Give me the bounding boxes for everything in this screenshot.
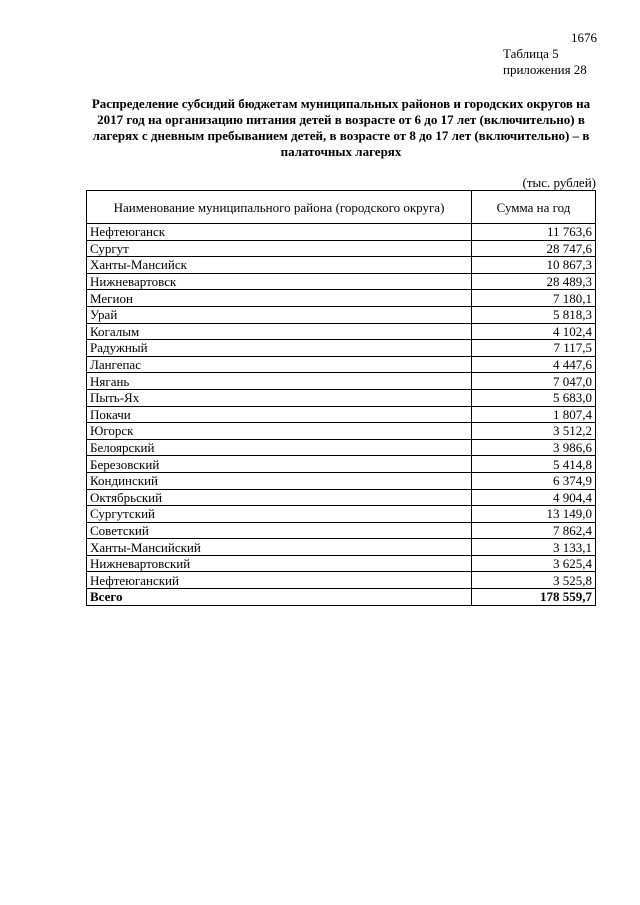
annual-amount: 3 133,1	[472, 539, 596, 556]
annual-amount: 3 625,4	[472, 555, 596, 572]
annual-amount: 1 807,4	[472, 406, 596, 423]
page-number: 1676	[571, 30, 597, 45]
district-name: Октябрьский	[87, 489, 472, 506]
table-row	[87, 323, 596, 340]
annual-amount: 4 904,4	[472, 489, 596, 506]
table-row	[87, 257, 596, 274]
district-name: Нефтеюганск	[87, 224, 472, 241]
table-row	[87, 406, 596, 423]
table-row	[87, 489, 596, 506]
district-name: Когалым	[87, 323, 472, 340]
annual-amount: 5 683,0	[472, 389, 596, 406]
annual-amount: 3 512,2	[472, 423, 596, 440]
table-body	[87, 224, 596, 606]
annual-amount: 7 047,0	[472, 373, 596, 390]
annual-amount: 5 414,8	[472, 456, 596, 473]
annual-amount: 13 149,0	[472, 506, 596, 523]
table-row	[87, 456, 596, 473]
table-row	[87, 572, 596, 589]
appendix-label: приложения 28	[503, 62, 587, 77]
district-name: Сургут	[87, 240, 472, 257]
district-name: Радужный	[87, 340, 472, 357]
annual-amount: 7 180,1	[472, 290, 596, 307]
table-label: Таблица 5	[503, 46, 559, 61]
table-row	[87, 373, 596, 390]
table-row	[87, 224, 596, 241]
table-header-row	[87, 191, 596, 224]
total-row	[87, 589, 596, 606]
annual-amount: 3 986,6	[472, 439, 596, 456]
district-name: Урай	[87, 306, 472, 323]
table-row	[87, 539, 596, 556]
table-row	[87, 423, 596, 440]
subsidy-table	[86, 190, 596, 606]
annual-amount: 7 862,4	[472, 522, 596, 539]
annual-amount: 28 747,6	[472, 240, 596, 257]
table-row	[87, 389, 596, 406]
column-header-name: Наименование муниципального района (городского округа)	[87, 191, 472, 224]
table-row	[87, 306, 596, 323]
district-name: Нягань	[87, 373, 472, 390]
table-row	[87, 555, 596, 572]
table-row	[87, 273, 596, 290]
annual-amount: 10 867,3	[472, 257, 596, 274]
district-name: Покачи	[87, 406, 472, 423]
district-name: Югорск	[87, 423, 472, 440]
district-name: Советский	[87, 522, 472, 539]
district-name: Пыть-Ях	[87, 389, 472, 406]
district-name: Ханты-Мансийский	[87, 539, 472, 556]
annual-amount: 4 447,6	[472, 356, 596, 373]
table-row	[87, 506, 596, 523]
annual-amount: 28 489,3	[472, 273, 596, 290]
annual-amount: 7 117,5	[472, 340, 596, 357]
district-name: Сургутский	[87, 506, 472, 523]
table-reference	[503, 46, 597, 78]
district-name: Нефтеюганский	[87, 572, 472, 589]
district-name: Белоярский	[87, 439, 472, 456]
district-name: Лангепас	[87, 356, 472, 373]
district-name: Мегион	[87, 290, 472, 307]
table-row	[87, 340, 596, 357]
unit-label: (тыс. рублей)	[522, 175, 596, 190]
annual-amount: 11 763,6	[472, 224, 596, 241]
column-header-amount: Сумма на год	[472, 191, 596, 224]
total-label: Всего	[87, 589, 472, 606]
annual-amount: 6 374,9	[472, 472, 596, 489]
table-row	[87, 522, 596, 539]
table-row	[87, 472, 596, 489]
annual-amount: 4 102,4	[472, 323, 596, 340]
total-amount: 178 559,7	[472, 589, 596, 606]
district-name: Ханты-Мансийск	[87, 257, 472, 274]
table-row	[87, 290, 596, 307]
annual-amount: 3 525,8	[472, 572, 596, 589]
district-name: Кондинский	[87, 472, 472, 489]
table-row	[87, 439, 596, 456]
table-row	[87, 356, 596, 373]
document-title: Распределение субсидий бюджетам муниципальных районов и городских округов на 2017 год на организацию питания детей в возрасте от 6 до 17 лет (включительно) в лагерях с дневным пребыванием детей, в возрасте от 8 до 17 лет (включительно) – в палаточных лагерях	[91, 96, 591, 159]
annual-amount: 5 818,3	[472, 306, 596, 323]
district-name: Нижневартовск	[87, 273, 472, 290]
district-name: Нижневартовский	[87, 555, 472, 572]
district-name: Березовский	[87, 456, 472, 473]
table-row	[87, 240, 596, 257]
